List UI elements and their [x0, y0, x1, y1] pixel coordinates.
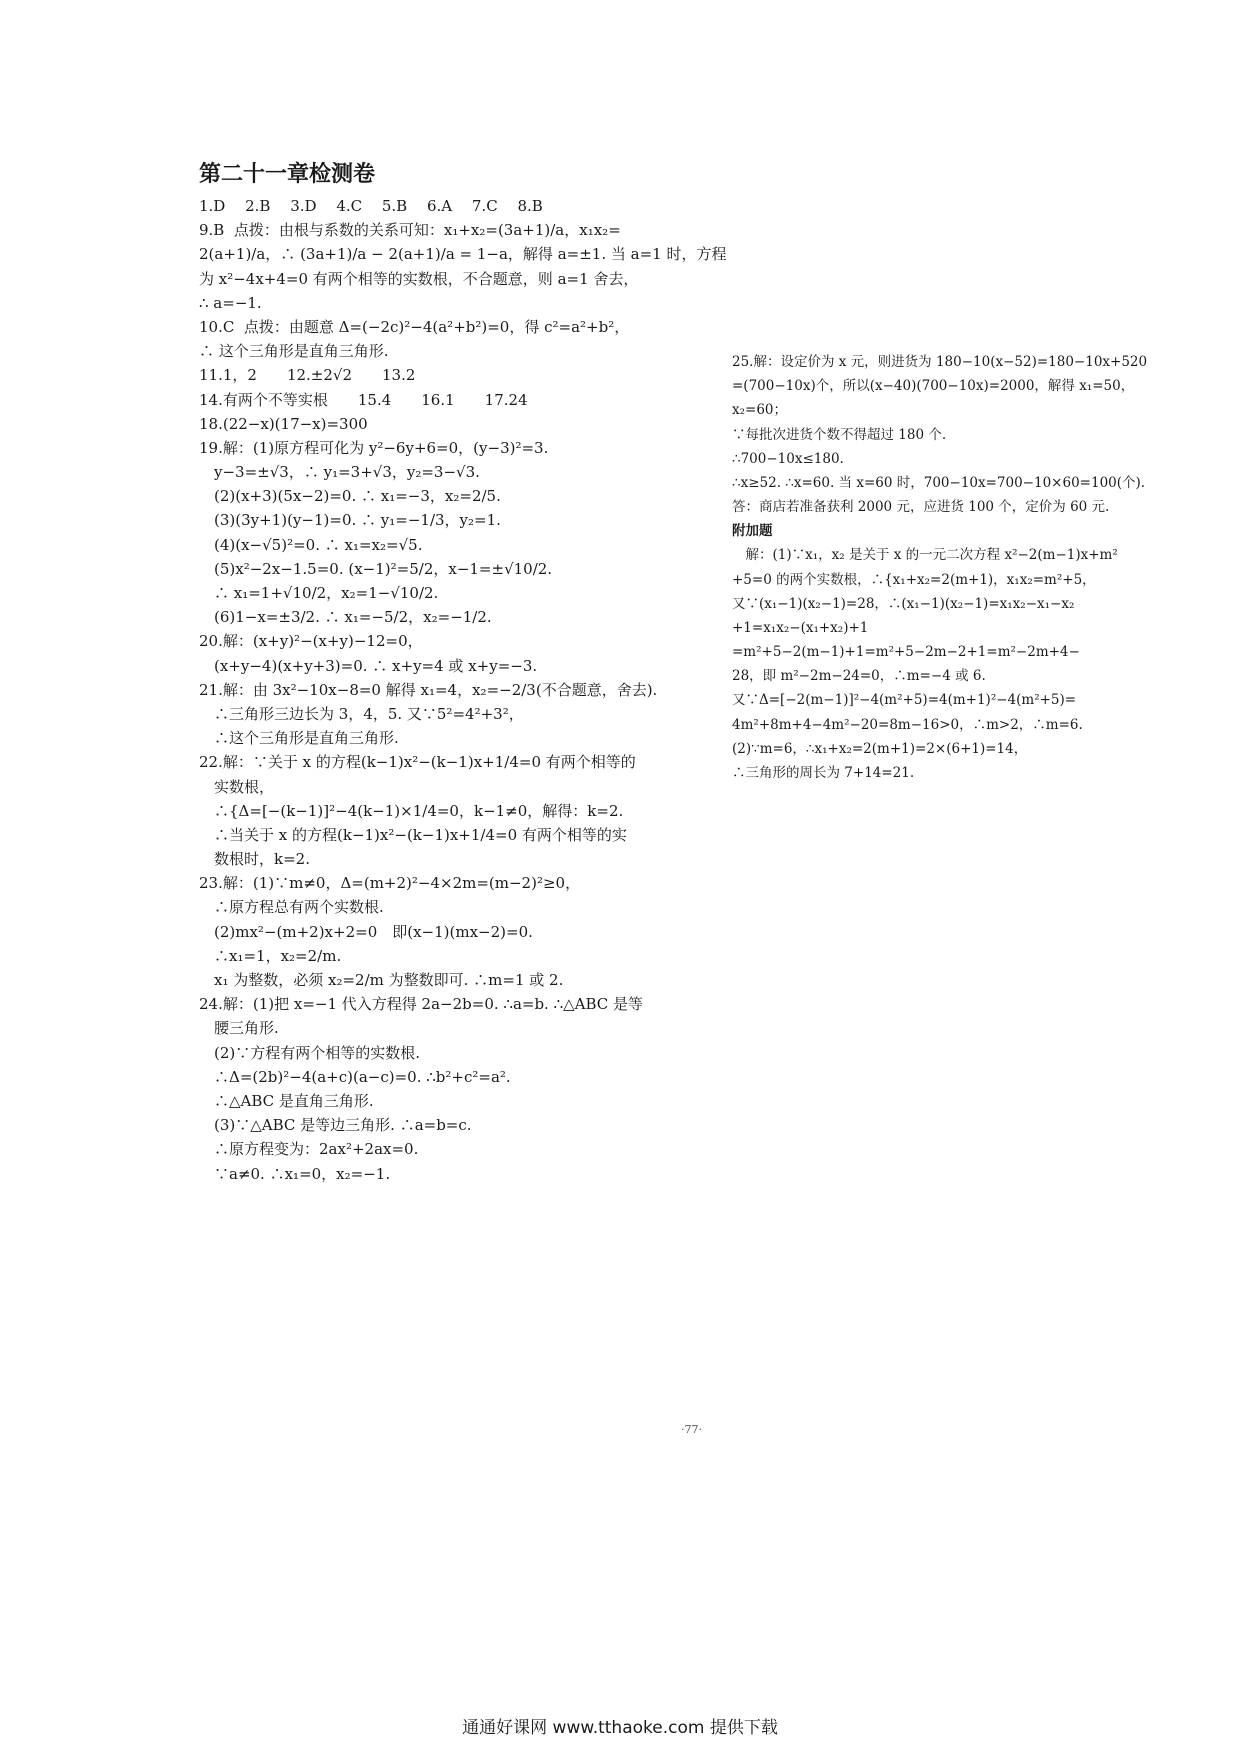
answer-line: ∴x≥52. ∴x=60. 当 x=60 时，700−10x=700−10×60=100(个). [732, 474, 1146, 491]
answer-line: ∴三角形三边长为 3，4，5. 又∵5²=4²+3²， [199, 704, 524, 723]
answer-line: 14.有两个不等实根 15.4 16.1 17.24 [199, 390, 528, 409]
answer-line: ∴ x₁=1+√10/2，x₂=1−√10/2. [199, 584, 439, 602]
answer-line: 答：商店若准备获利 2000 元，应进货 100 个，定价为 60 元. [732, 499, 1110, 516]
left-column [199, 160, 727, 1188]
answer-line: 腰三角形. [199, 1019, 279, 1038]
answer-line: (6)1−x=±3/2. ∴ x₁=−5/2，x₂=−1/2. [199, 608, 492, 627]
answer-line: ∴ 这个三角形是直角三角形. [199, 342, 389, 361]
answer-line: ∴当关于 x 的方程(k−1)x²−(k−1)x+1/4=0 有两个相等的实 [199, 825, 627, 844]
answer-line: (5)x²−2x−1.5=0. (x−1)²=5/2，x−1=±√10/2. [199, 559, 553, 578]
extra-answer-line: +5=0 的两个实数根，∴{x₁+x₂=2(m+1)，x₁x₂=m²+5， [732, 571, 1096, 588]
answer-line: 19.解：(1)原方程可化为 y²−6y+6=0，(y−3)²=3. [199, 438, 549, 457]
answer-line: 23.解：(1)∵m≠0，Δ=(m+2)²−4×2m=(m−2)²≥0， [199, 874, 581, 893]
extra-answer-line: 又∵(x₁−1)(x₂−1)=28，∴(x₁−1)(x₂−1)=x₁x₂−x₁−x₂ [732, 595, 1075, 612]
answer-line: 21.解：由 3x²−10x−8=0 解得 x₁=4，x₂=−2/3(不合题意，舍去). [199, 680, 658, 699]
page-number: ·77· [681, 1423, 702, 1436]
answer-line: 25.解：设定价为 x 元，则进货为 180−10(x−52)=180−10x+520 [732, 354, 1148, 370]
right-column [732, 350, 1152, 785]
answer-line: =(700−10x)个，所以(x−40)(700−10x)=2000，解得 x₁=50， [732, 378, 1135, 395]
answer-line: ∴Δ=(2b)²−4(a+c)(a−c)=0. ∴b²+c²=a². [199, 1067, 511, 1086]
footer-credit: 通通好课网 www.tthaoke.com 提供下载 [462, 1718, 778, 1738]
answer-line: ∴原方程变为：2ax²+2ax=0. [199, 1140, 419, 1159]
page-title: 第二十一章检测卷 [199, 161, 376, 187]
answer-line: 2(a+1)/a，∴ (3a+1)/a − 2(a+1)/a = 1−a，解得 a=±1. 当 a=1 时，方程 [199, 245, 727, 264]
extra-answer-line: 又∵Δ=[−2(m−1)]²−4(m²+5)=4(m+1)²−4(m²+5)= [732, 692, 1077, 709]
right-answer-lines [732, 350, 1152, 519]
answer-line: x₁ 为整数，必须 x₂=2/m 为整数即可. ∴m=1 或 2. [199, 971, 564, 989]
answer-line: 11.1，2 12.±2√2 13.2 [199, 366, 416, 385]
answer-line: (4)(x−√5)²=0. ∴ x₁=x₂=√5. [199, 535, 423, 554]
extra-answer-line: +1=x₁x₂−(x₁+x₂)+1 [732, 619, 869, 636]
answer-line: 20.解：(x+y)²−(x+y)−12=0， [199, 632, 423, 651]
left-answer-lines [199, 196, 727, 1188]
extra-answer-line: =m²+5−2(m−1)+1=m²+5−2m−2+1=m²−2m+4− [732, 644, 1080, 661]
answer-line: ∴这个三角形是直角三角形. [199, 729, 399, 748]
extra-answer-line: ∴三角形的周长为 7+14=21. [732, 765, 915, 781]
answer-line: (3)(3y+1)(y−1)=0. ∴ y₁=−1/3，y₂=1. [199, 511, 501, 530]
answer-line: ∴△ABC 是直角三角形. [199, 1091, 374, 1110]
answer-line: ∵a≠0. ∴x₁=0，x₂=−1. [199, 1164, 391, 1183]
extra-answer-line: (2)∵m=6，∴x₁+x₂=2(m+1)=2×(6+1)=14， [732, 740, 1028, 757]
answer-line: 1.D 2.B 3.D 4.C 5.B 6.A 7.C 8.B [199, 197, 543, 215]
answer-line: y−3=±√3，∴ y₁=3+√3，y₂=3−√3. [199, 463, 480, 482]
answer-line: ∴700−10x≤180. [732, 450, 844, 467]
answer-line: (2)∵方程有两个相等的实数根. [199, 1043, 421, 1062]
answer-line: (x+y−4)(x+y+3)=0. ∴ x+y=4 或 x+y=−3. [199, 656, 538, 675]
extra-answer-line: 解：(1)∵x₁，x₂ 是关于 x 的一元二次方程 x²−2(m−1)x+m² [732, 547, 1118, 564]
answer-line: (3)∵△ABC 是等边三角形. ∴a=b=c. [199, 1116, 472, 1135]
answer-line: 10.C 点拨：由题意 Δ=(−2c)²−4(a²+b²)=0，得 c²=a²+b²， [199, 317, 630, 336]
answer-line: x₂=60； [732, 402, 788, 419]
answer-line: 24.解：(1)把 x=−1 代入方程得 2a−2b=0. ∴a=b. ∴△ABC 是等 [199, 995, 644, 1014]
answer-line: 为 x²−4x+4=0 有两个相等的实数根，不合题意，则 a=1 舍去， [199, 269, 639, 288]
answer-line: 数根时，k=2. [199, 850, 310, 869]
answer-line: 18.(22−x)(17−x)=300 [199, 414, 368, 433]
answer-line: 22.解：∵关于 x 的方程(k−1)x²−(k−1)x+1/4=0 有两个相等的 [199, 753, 636, 772]
extra-answer-lines [732, 543, 1152, 785]
answer-line: ∵每批次进货个数不得超过 180 个. [732, 426, 947, 443]
answer-line: ∴原方程总有两个实数根. [199, 898, 384, 917]
answer-line: ∴x₁=1，x₂=2/m. [199, 946, 342, 965]
extra-answer-line: 28，即 m²−2m−24=0，∴m=−4 或 6. [732, 668, 986, 685]
extra-answer-line: 4m²+8m+4−4m²−20=8m−16>0，∴m>2，∴m=6. [732, 716, 1083, 733]
answer-line: 9.B 点拨：由根与系数的关系可知：x₁+x₂=(3a+1)/a，x₁x₂= [199, 221, 621, 240]
answer-line: (2)(x+3)(5x−2)=0. ∴ x₁=−3，x₂=2/5. [199, 487, 501, 506]
answer-line: 实数根， [199, 777, 275, 796]
answer-line: ∴ a=−1. [199, 293, 262, 312]
answer-line: (2)mx²−(m+2)x+2=0 即(x−1)(mx−2)=0. [199, 922, 533, 941]
answer-line: ∴{Δ=[−(k−1)]²−4(k−1)×1/4=0，k−1≠0，解得：k=2. [199, 801, 624, 820]
extra-heading: 附加题 [732, 523, 773, 540]
